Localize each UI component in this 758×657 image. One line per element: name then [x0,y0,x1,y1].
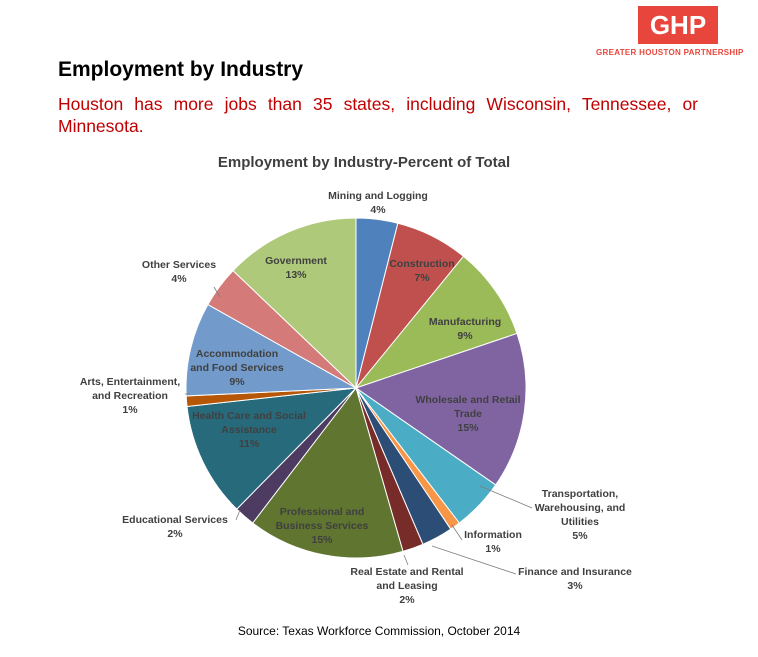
logo-subtext: GREATER HOUSTON PARTNERSHIP [596,48,744,57]
slice-value-educational-services: 2% [167,528,183,540]
slice-label-professional-and-business-services: Professional and Business Services 15% [275,506,369,546]
slice-value-transportation-warehousing-and-utilities: 5% [572,530,588,542]
leader-line-real-estate-and-rental-and-leasing [404,555,408,565]
page-subtitle: Houston has more jobs than 35 states, including Wisconsin, Tennessee, or Minnesota. [58,94,698,136]
slice-value-arts-entertainment-and-recreation: 1% [122,404,138,416]
slice-value-real-estate-and-rental-and-leasing: 2% [399,594,415,606]
slice-label-information: Information 1% [464,529,522,555]
slice-value-mining-and-logging: 4% [370,204,386,216]
slice-value-other-services: 4% [171,273,187,285]
source-note: Source: Texas Workforce Commission, October 2014 [237,624,521,638]
slice-label-health-care-and-social-assistance: Health Care and Social Assistance 11% [192,410,306,450]
slice-value-wholesale-and-retail-trade: 15% [457,422,479,434]
slice-label-construction: Construction 7% [389,258,455,284]
slice-value-manufacturing: 9% [457,330,473,342]
slice-value-information: 1% [485,543,501,555]
slice-label-other-services: Other Services 4% [141,259,217,285]
slice-value-finance-and-insurance: 3% [567,580,583,592]
slice-value-professional-and-business-services: 15% [311,534,333,546]
slice-label-transportation-warehousing-and-utilities: Transportation, Warehousing, and Utilities 5% [534,488,626,542]
page-title: Employment by Industry [58,58,304,81]
leader-line-transportation-warehousing-and-utilities [480,486,532,508]
slice-label-government: Government 13% [265,255,327,281]
leader-line-information [452,525,462,540]
slice-label-accommodation-and-food-services: Accommodation and Food Services 9% [190,348,284,388]
slice-label-manufacturing: Manufacturing 9% [428,316,502,342]
slice-label-finance-and-insurance: Finance and Insurance 3% [518,566,632,592]
slice-value-health-care-and-social-assistance: 11% [238,438,260,450]
slice-label-educational-services: Educational Services 2% [122,514,228,540]
leader-line-educational-services [236,510,240,520]
slice-value-construction: 7% [414,272,430,284]
slice-label-wholesale-and-retail-trade: Wholesale and Retail Trade 15% [415,394,521,434]
slice-value-government: 13% [285,269,307,281]
chart-title: Employment by Industry-Percent of Total [217,154,511,171]
slice-label-real-estate-and-rental-and-leasing: Real Estate and Rental and Leasing 2% [350,566,464,606]
slice-label-mining-and-logging: Mining and Logging 4% [328,190,428,216]
slice-value-accommodation-and-food-services: 9% [229,376,245,388]
slice-label-arts-entertainment-and-recreation: Arts, Entertainment, and Recreation 1% [79,376,181,416]
logo-text: GHP [649,9,707,40]
